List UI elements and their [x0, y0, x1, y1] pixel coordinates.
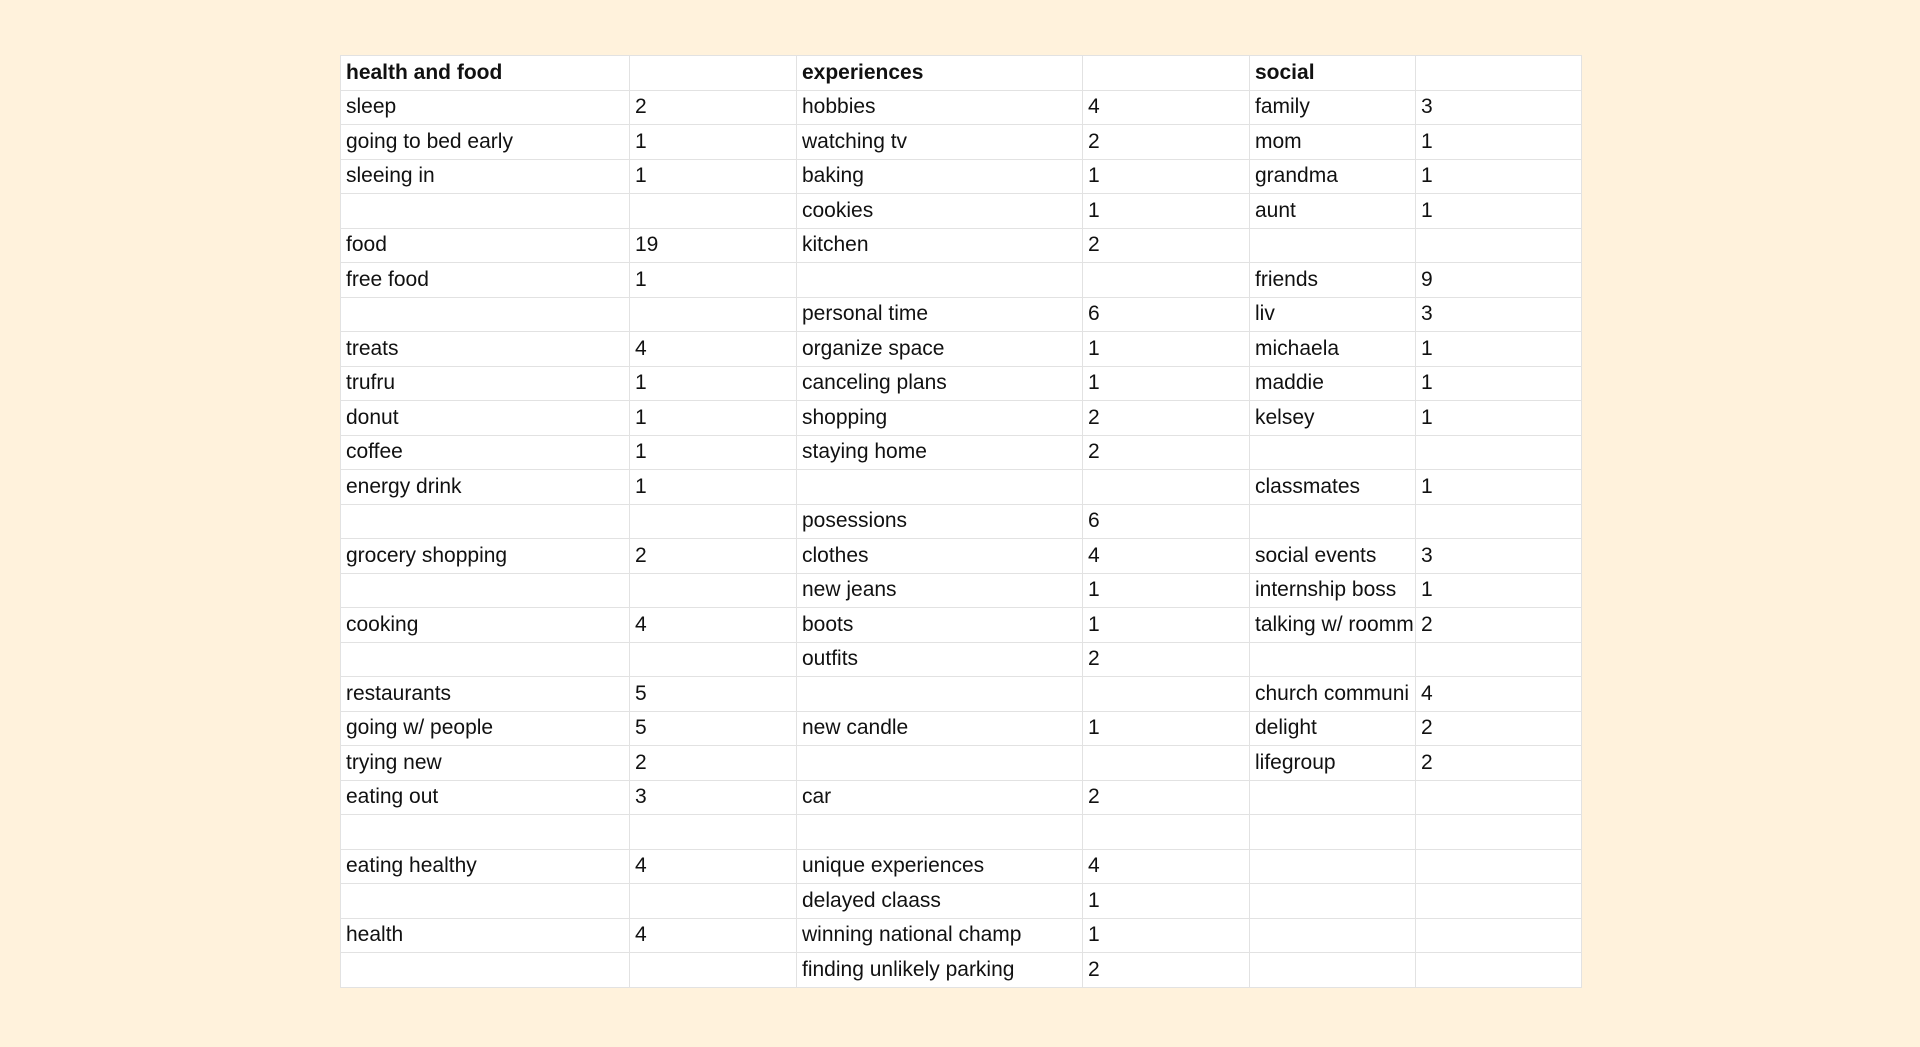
- table-row: [341, 849, 1582, 884]
- count-cell[interactable]: 2: [1083, 435, 1250, 470]
- category-cell[interactable]: restaurants: [341, 677, 630, 712]
- table-row: [341, 539, 1582, 574]
- count-cell[interactable]: 4: [630, 332, 797, 367]
- category-cell[interactable]: kitchen: [797, 228, 1083, 263]
- count-cell[interactable]: 1: [630, 366, 797, 401]
- category-cell[interactable]: lifegroup: [1250, 746, 1416, 781]
- category-cell[interactable]: energy drink: [341, 470, 630, 505]
- category-cell[interactable]: sleeing in: [341, 159, 630, 194]
- category-cell[interactable]: [797, 746, 1083, 781]
- category-cell[interactable]: [341, 194, 630, 229]
- table-row: [341, 815, 1582, 850]
- category-cell[interactable]: [797, 815, 1083, 850]
- count-cell[interactable]: [1416, 884, 1582, 919]
- category-cell[interactable]: [341, 884, 630, 919]
- count-cell[interactable]: 3: [1416, 297, 1582, 332]
- count-cell[interactable]: 2: [1083, 401, 1250, 436]
- table-row: [341, 642, 1582, 677]
- category-cell[interactable]: health: [341, 918, 630, 953]
- header-cell[interactable]: social: [1250, 56, 1416, 91]
- count-cell[interactable]: [1083, 815, 1250, 850]
- count-cell[interactable]: 5: [630, 711, 797, 746]
- table-row: [341, 366, 1582, 401]
- count-cell[interactable]: 5: [630, 677, 797, 712]
- count-cell[interactable]: 1: [1083, 884, 1250, 919]
- category-cell[interactable]: trying new: [341, 746, 630, 781]
- category-cell[interactable]: [341, 573, 630, 608]
- category-cell[interactable]: donut: [341, 401, 630, 436]
- category-cell[interactable]: kelsey: [1250, 401, 1416, 436]
- count-cell[interactable]: 1: [630, 401, 797, 436]
- table-row: [341, 504, 1582, 539]
- count-cell[interactable]: 1: [1083, 366, 1250, 401]
- category-cell[interactable]: outfits: [797, 642, 1083, 677]
- count-cell[interactable]: 6: [1083, 297, 1250, 332]
- count-cell[interactable]: [630, 642, 797, 677]
- count-cell[interactable]: [1416, 815, 1582, 850]
- category-cell[interactable]: sleep: [341, 90, 630, 125]
- count-cell[interactable]: 3: [1416, 90, 1582, 125]
- category-cell[interactable]: [341, 953, 630, 988]
- header-cell[interactable]: [1416, 56, 1582, 91]
- count-cell[interactable]: [630, 504, 797, 539]
- count-cell[interactable]: 1: [1416, 366, 1582, 401]
- category-cell[interactable]: friends: [1250, 263, 1416, 298]
- category-cell[interactable]: [1250, 780, 1416, 815]
- category-cell[interactable]: [797, 677, 1083, 712]
- category-cell[interactable]: maddie: [1250, 366, 1416, 401]
- spreadsheet: [340, 55, 1581, 988]
- category-cell[interactable]: treats: [341, 332, 630, 367]
- count-cell[interactable]: 4: [630, 608, 797, 643]
- category-cell[interactable]: delayed claass: [797, 884, 1083, 919]
- count-cell[interactable]: 6: [1083, 504, 1250, 539]
- count-cell[interactable]: 1: [1416, 125, 1582, 160]
- count-cell[interactable]: [630, 297, 797, 332]
- count-cell[interactable]: [1416, 780, 1582, 815]
- count-cell[interactable]: [1416, 953, 1582, 988]
- category-cell[interactable]: family: [1250, 90, 1416, 125]
- category-cell[interactable]: personal time: [797, 297, 1083, 332]
- count-cell[interactable]: 1: [630, 263, 797, 298]
- count-cell[interactable]: [1416, 228, 1582, 263]
- category-cell[interactable]: liv: [1250, 297, 1416, 332]
- count-cell[interactable]: [630, 815, 797, 850]
- count-cell[interactable]: 2: [1083, 780, 1250, 815]
- category-cell[interactable]: coffee: [341, 435, 630, 470]
- count-cell[interactable]: 1: [1416, 401, 1582, 436]
- count-cell[interactable]: 19: [630, 228, 797, 263]
- count-cell[interactable]: 1: [1083, 918, 1250, 953]
- category-cell[interactable]: eating healthy: [341, 849, 630, 884]
- category-cell[interactable]: baking: [797, 159, 1083, 194]
- count-cell[interactable]: [1416, 849, 1582, 884]
- category-table: [340, 55, 1582, 988]
- count-cell[interactable]: 2: [1416, 746, 1582, 781]
- count-cell[interactable]: 1: [1416, 332, 1582, 367]
- category-cell[interactable]: grocery shopping: [341, 539, 630, 574]
- category-cell[interactable]: grandma: [1250, 159, 1416, 194]
- count-cell[interactable]: 1: [1083, 608, 1250, 643]
- count-cell[interactable]: [630, 194, 797, 229]
- count-cell[interactable]: 2: [1083, 125, 1250, 160]
- category-cell[interactable]: [797, 470, 1083, 505]
- count-cell[interactable]: 2: [1083, 642, 1250, 677]
- table-row: [341, 125, 1582, 160]
- count-cell[interactable]: 4: [630, 849, 797, 884]
- category-cell[interactable]: [1250, 642, 1416, 677]
- category-cell[interactable]: [1250, 953, 1416, 988]
- category-cell[interactable]: car: [797, 780, 1083, 815]
- category-cell[interactable]: staying home: [797, 435, 1083, 470]
- category-cell[interactable]: new jeans: [797, 573, 1083, 608]
- header-cell[interactable]: experiences: [797, 56, 1083, 91]
- count-cell[interactable]: [630, 953, 797, 988]
- count-cell[interactable]: 1: [1416, 470, 1582, 505]
- category-cell[interactable]: michaela: [1250, 332, 1416, 367]
- count-cell[interactable]: 1: [1416, 194, 1582, 229]
- count-cell[interactable]: 3: [1416, 539, 1582, 574]
- category-cell[interactable]: [1250, 228, 1416, 263]
- category-cell[interactable]: cooking: [341, 608, 630, 643]
- table-row: [341, 194, 1582, 229]
- category-cell[interactable]: classmates: [1250, 470, 1416, 505]
- table-row: [341, 435, 1582, 470]
- category-cell[interactable]: watching tv: [797, 125, 1083, 160]
- category-cell[interactable]: mom: [1250, 125, 1416, 160]
- count-cell[interactable]: 1: [1416, 573, 1582, 608]
- category-cell[interactable]: [1250, 884, 1416, 919]
- category-cell[interactable]: unique experiences: [797, 849, 1083, 884]
- category-cell[interactable]: cookies: [797, 194, 1083, 229]
- table-row: [341, 677, 1582, 712]
- count-cell[interactable]: 1: [630, 470, 797, 505]
- count-cell[interactable]: 1: [630, 159, 797, 194]
- table-row: [341, 711, 1582, 746]
- count-cell[interactable]: [1083, 470, 1250, 505]
- count-cell[interactable]: 2: [1416, 608, 1582, 643]
- table-row: [341, 573, 1582, 608]
- count-cell[interactable]: [1416, 435, 1582, 470]
- count-cell[interactable]: 2: [630, 539, 797, 574]
- count-cell[interactable]: 4: [1416, 677, 1582, 712]
- category-cell[interactable]: food: [341, 228, 630, 263]
- count-cell[interactable]: 4: [1083, 90, 1250, 125]
- header-row: [341, 56, 1582, 91]
- category-cell[interactable]: trufru: [341, 366, 630, 401]
- category-cell[interactable]: organize space: [797, 332, 1083, 367]
- category-cell[interactable]: boots: [797, 608, 1083, 643]
- table-row: [341, 263, 1582, 298]
- category-cell[interactable]: [797, 263, 1083, 298]
- count-cell[interactable]: [1083, 677, 1250, 712]
- category-cell[interactable]: [1250, 849, 1416, 884]
- category-cell[interactable]: delight: [1250, 711, 1416, 746]
- category-cell[interactable]: [341, 504, 630, 539]
- table-row: [341, 332, 1582, 367]
- table-row: [341, 470, 1582, 505]
- count-cell[interactable]: 1: [630, 125, 797, 160]
- count-cell[interactable]: 9: [1416, 263, 1582, 298]
- category-cell[interactable]: [1250, 918, 1416, 953]
- count-cell[interactable]: [1083, 263, 1250, 298]
- category-cell[interactable]: social events: [1250, 539, 1416, 574]
- category-cell[interactable]: [1250, 435, 1416, 470]
- category-cell[interactable]: shopping: [797, 401, 1083, 436]
- category-cell[interactable]: [1250, 504, 1416, 539]
- count-cell[interactable]: 2: [1416, 711, 1582, 746]
- category-cell[interactable]: [1250, 815, 1416, 850]
- count-cell[interactable]: 1: [1083, 711, 1250, 746]
- table-row: [341, 159, 1582, 194]
- header-cell[interactable]: [630, 56, 797, 91]
- count-cell[interactable]: 2: [1083, 228, 1250, 263]
- count-cell[interactable]: [630, 573, 797, 608]
- category-cell[interactable]: [341, 297, 630, 332]
- category-cell[interactable]: internship boss: [1250, 573, 1416, 608]
- table-body: [341, 56, 1582, 988]
- table-row: [341, 780, 1582, 815]
- category-cell[interactable]: free food: [341, 263, 630, 298]
- category-cell[interactable]: winning national champ: [797, 918, 1083, 953]
- category-cell[interactable]: canceling plans: [797, 366, 1083, 401]
- count-cell[interactable]: [630, 884, 797, 919]
- category-cell[interactable]: finding unlikely parking: [797, 953, 1083, 988]
- count-cell[interactable]: 1: [1083, 332, 1250, 367]
- category-cell[interactable]: church communi: [1250, 677, 1416, 712]
- table-row: [341, 228, 1582, 263]
- category-cell[interactable]: talking w/ roomm: [1250, 608, 1416, 643]
- count-cell[interactable]: 1: [1083, 194, 1250, 229]
- count-cell[interactable]: [1416, 918, 1582, 953]
- table-row: [341, 90, 1582, 125]
- header-cell[interactable]: health and food: [341, 56, 630, 91]
- table-row: [341, 297, 1582, 332]
- count-cell[interactable]: 2: [630, 746, 797, 781]
- table-row: [341, 401, 1582, 436]
- category-cell[interactable]: hobbies: [797, 90, 1083, 125]
- count-cell[interactable]: [1416, 642, 1582, 677]
- table-row: [341, 918, 1582, 953]
- category-cell[interactable]: aunt: [1250, 194, 1416, 229]
- count-cell[interactable]: 4: [1083, 539, 1250, 574]
- category-cell[interactable]: going to bed early: [341, 125, 630, 160]
- category-cell[interactable]: [341, 642, 630, 677]
- count-cell[interactable]: 3: [630, 780, 797, 815]
- count-cell[interactable]: 2: [630, 90, 797, 125]
- category-cell[interactable]: going w/ people: [341, 711, 630, 746]
- category-cell[interactable]: new candle: [797, 711, 1083, 746]
- count-cell[interactable]: 4: [1083, 849, 1250, 884]
- count-cell[interactable]: 1: [1416, 159, 1582, 194]
- table-row: [341, 953, 1582, 988]
- table-row: [341, 608, 1582, 643]
- count-cell[interactable]: 2: [1083, 953, 1250, 988]
- count-cell[interactable]: [1416, 504, 1582, 539]
- count-cell[interactable]: 1: [1083, 573, 1250, 608]
- category-cell[interactable]: eating out: [341, 780, 630, 815]
- category-cell[interactable]: [341, 815, 630, 850]
- header-cell[interactable]: [1083, 56, 1250, 91]
- count-cell[interactable]: [1083, 746, 1250, 781]
- count-cell[interactable]: 4: [630, 918, 797, 953]
- table-row: [341, 884, 1582, 919]
- count-cell[interactable]: 1: [630, 435, 797, 470]
- count-cell[interactable]: 1: [1083, 159, 1250, 194]
- category-cell[interactable]: posessions: [797, 504, 1083, 539]
- category-cell[interactable]: clothes: [797, 539, 1083, 574]
- table-row: [341, 746, 1582, 781]
